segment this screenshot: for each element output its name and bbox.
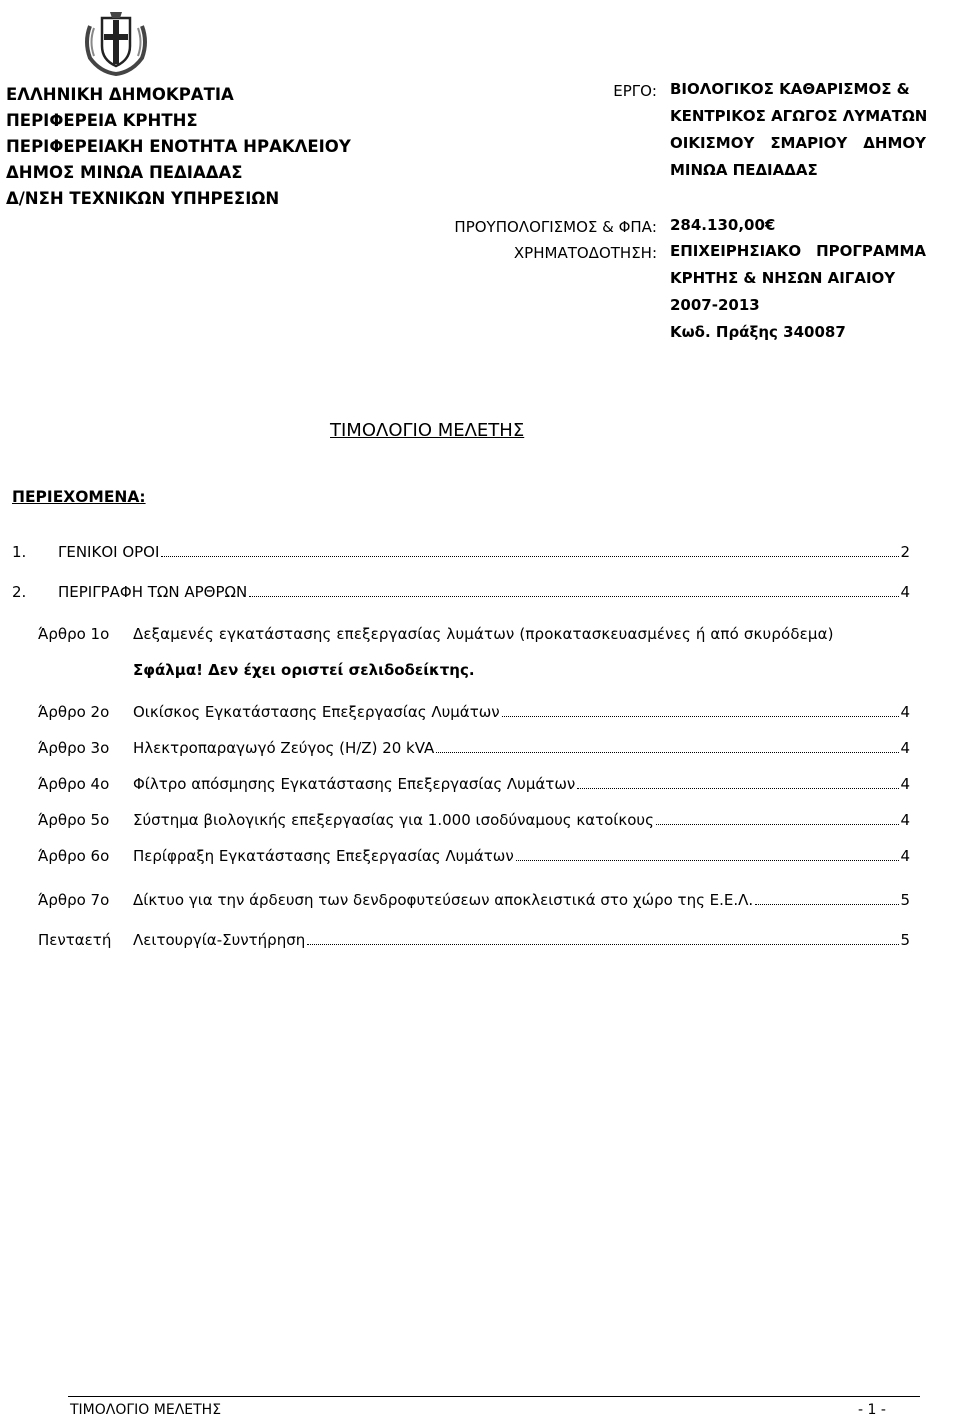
dot-leader	[656, 823, 900, 825]
toc-page: 4	[900, 775, 910, 793]
toc-page: 4	[900, 583, 910, 601]
article-label: Άρθρο 5ο	[38, 811, 110, 829]
dot-leader	[249, 595, 899, 597]
project-line: ΒΙΟΛΟΓΙΚΟΣ ΚΑΘΑΡΙΣΜΟΣ &	[670, 80, 910, 98]
project-word: ΔΗΜΟΥ	[863, 134, 926, 152]
funding-line: Κωδ. Πράξης 340087	[670, 323, 846, 341]
toc-entry[interactable]	[133, 739, 910, 757]
dot-leader	[161, 555, 899, 557]
toc-page: 5	[900, 891, 910, 909]
toc-entry[interactable]	[133, 811, 910, 829]
authority-line: ΠΕΡΙΦΕΡΕΙΑΚΗ ΕΝΟΤΗΤΑ ΗΡΑΚΛΕΙΟΥ	[6, 137, 351, 156]
toc-entry[interactable]	[133, 891, 910, 909]
authority-line: ΠΕΡΙΦΕΡΕΙΑ ΚΡΗΤΗΣ	[6, 111, 198, 130]
toc-page: 4	[900, 847, 910, 865]
toc-text: Περίφραξη Εγκατάστασης Επεξεργασίας Λυμάτων	[133, 847, 514, 865]
page-number: - 1 -	[858, 1402, 886, 1418]
budget-label: ΠΡΟΥΠΟΛΟΓΙΣΜΟΣ & ΦΠΑ:	[454, 218, 657, 236]
toc-text: Ηλεκτροπαραγωγό Ζεύγος (Η/Ζ) 20 kVA	[133, 739, 435, 757]
article-label: Άρθρο 7ο	[38, 891, 110, 909]
document-title: ΤΙΜΟΛΟΓΙΟ ΜΕΛΕΤΗΣ	[330, 420, 525, 441]
article-label: Πενταετή	[38, 931, 112, 949]
project-line: ΚΕΝΤΡΙΚΟΣ ΑΓΩΓΟΣ ΛΥΜΑΤΩΝ	[670, 107, 928, 125]
authority-line: ΔΗΜΟΣ ΜΙΝΩΑ ΠΕΔΙΑΔΑΣ	[6, 163, 243, 182]
dot-leader	[307, 943, 899, 945]
funding-value	[670, 238, 926, 346]
project-name	[670, 76, 927, 184]
contents-heading: ΠΕΡΙΕΧΟΜΕΝΑ:	[12, 488, 146, 506]
article-label: Άρθρο 4ο	[38, 775, 110, 793]
toc-entry[interactable]	[133, 775, 910, 793]
funding-word: ΠΡΟΓΡΑΜΜΑ	[816, 242, 926, 260]
project-line	[670, 130, 926, 157]
funding-label: ΧΡΗΜΑΤΟΔΟΤΗΣΗ:	[513, 244, 657, 262]
article-label: Άρθρο 1ο	[38, 625, 110, 643]
article-text[interactable]: Δεξαμενές εγκατάστασης επεξεργασίας λυμάτων (προκατασκευασμένες ή από σκυρόδεμα)	[133, 625, 834, 643]
toc-page: 4	[900, 811, 910, 829]
issuing-authority	[6, 82, 351, 212]
greek-coat-of-arms-icon	[80, 6, 152, 78]
article-label: Άρθρο 6ο	[38, 847, 110, 865]
toc-entry[interactable]	[12, 583, 910, 601]
toc-text: ΠΕΡΙΓΡΑΦΗ ΤΩΝ ΑΡΘΡΩΝ	[58, 583, 248, 601]
toc-page: 5	[900, 931, 910, 949]
dot-leader	[516, 859, 900, 861]
toc-entry[interactable]	[133, 703, 910, 721]
article-label: Άρθρο 3ο	[38, 739, 110, 757]
toc-page: 4	[900, 739, 910, 757]
toc-text: Δίκτυο για την άρδευση των δενδροφυτεύσεων αποκλειστικά στο χώρο της Ε.Ε.Λ.	[133, 891, 754, 909]
dot-leader	[577, 787, 899, 789]
project-line: ΜΙΝΩΑ ΠΕΔΙΑΔΑΣ	[670, 161, 818, 179]
bookmark-error: Σφάλμα! Δεν έχει οριστεί σελιδοδείκτης.	[133, 661, 475, 679]
toc-page: 2	[900, 543, 910, 561]
toc-number: 1.	[12, 543, 27, 561]
footer-title: ΤΙΜΟΛΟΓΙΟ ΜΕΛΕΤΗΣ	[70, 1402, 222, 1418]
funding-word: ΕΠΙΧΕΙΡΗΣΙΑΚΟ	[670, 242, 802, 260]
footer-divider	[68, 1396, 920, 1397]
toc-text: Οικίσκος Εγκατάστασης Επεξεργασίας Λυμάτων	[133, 703, 500, 721]
toc-entry[interactable]	[12, 543, 910, 561]
funding-line: ΚΡΗΤΗΣ & ΝΗΣΩΝ ΑΙΓΑΙΟΥ	[670, 269, 896, 287]
toc-text: Φίλτρο απόσμησης Εγκατάστασης Επεξεργασίας Λυμάτων	[133, 775, 576, 793]
toc-text: ΓΕΝΙΚΟΙ ΟΡΟΙ	[58, 543, 160, 561]
funding-line: 2007-2013	[670, 296, 760, 314]
project-label: ΕΡΓΟ:	[613, 82, 657, 100]
article-label: Άρθρο 2ο	[38, 703, 110, 721]
dot-leader	[436, 751, 899, 753]
toc-text: Σύστημα βιολογικής επεξεργασίας για 1.000 ισοδύναμους κατοίκους	[133, 811, 654, 829]
funding-line	[670, 238, 926, 265]
authority-line: ΕΛΛΗΝΙΚΗ ΔΗΜΟΚΡΑΤΙΑ	[6, 85, 234, 104]
dot-leader	[755, 903, 899, 905]
dot-leader	[502, 715, 900, 717]
budget-value: 284.130,00€	[670, 216, 776, 234]
toc-number: 2.	[12, 583, 27, 601]
toc-page: 4	[900, 703, 910, 721]
toc-text: Λειτουργία-Συντήρηση	[133, 931, 306, 949]
authority-line: Δ/ΝΣΗ ΤΕΧΝΙΚΩΝ ΥΠΗΡΕΣΙΩΝ	[6, 189, 280, 208]
project-word: ΟΙΚΙΣΜΟΥ	[670, 134, 755, 152]
toc-entry[interactable]	[133, 931, 910, 949]
project-word: ΣΜΑΡΙΟΥ	[770, 134, 848, 152]
toc-entry[interactable]	[133, 847, 910, 865]
